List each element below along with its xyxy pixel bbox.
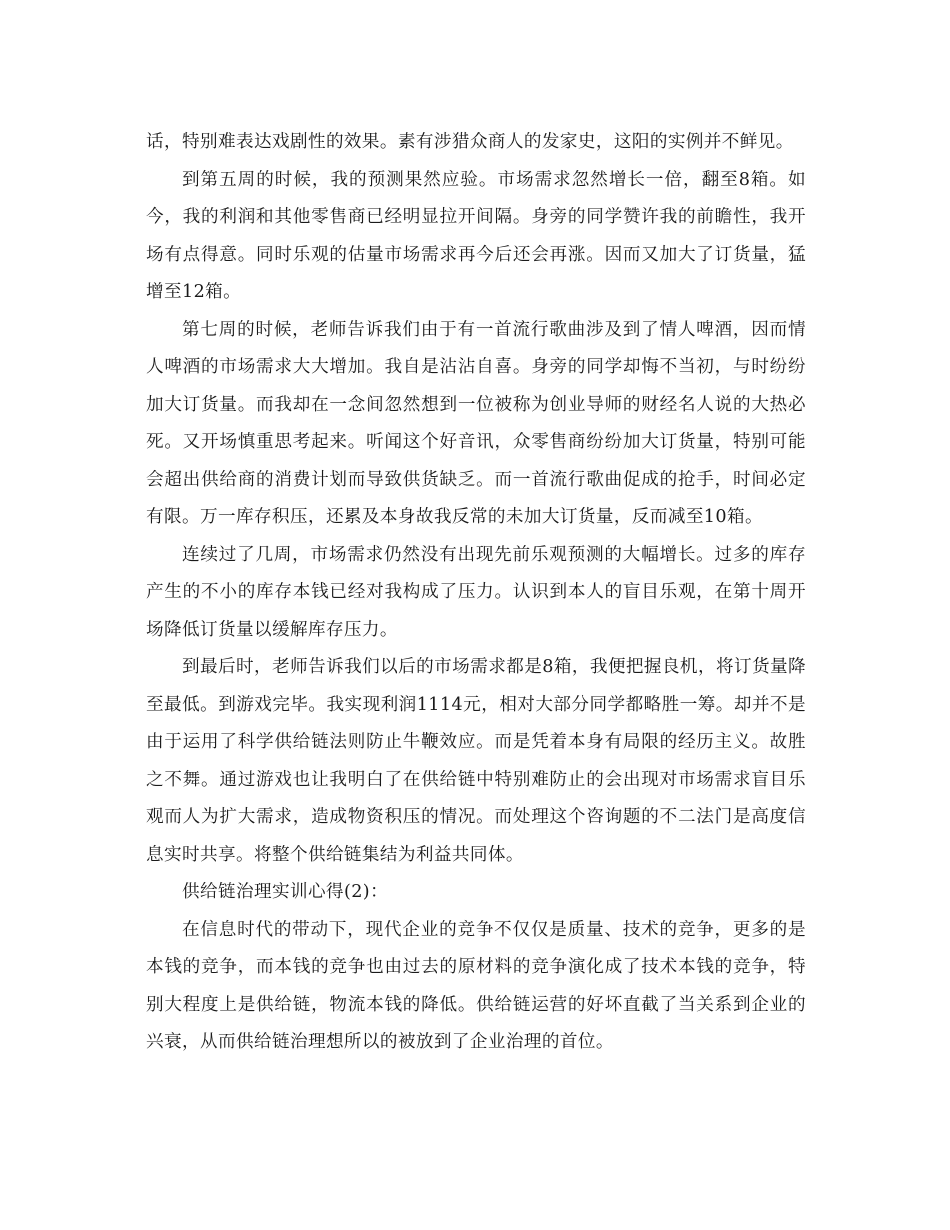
paragraph-information-age: 在信息时代的带动下，现代企业的竞争不仅仅是质量、技术的竞争，更多的是本钱的竞争，而本钱的竞争也由过去的原材料的竞争演化成了技术本钱的竞争，特别大程度上是供给链，物流本钱的降低。供给链运营的好坏直截了当关系到企业的兴衰，从而供给链治理想所以的被放到了企业治理的首位。 xyxy=(146,919,806,1052)
paragraph-week-five: 到第五周的时候，我的预测果然应验。市场需求忽然增长一倍，翻至8箱。如今，我的利润和其他零售商已经明显拉开间隔。身旁的同学赞许我的前瞻性，我开场有点得意。同时乐观的估量市场需求再今后还会再涨。因而又加大了订货量，猛增至12箱。 xyxy=(146,169,806,302)
paragraph-final-result: 到最后时，老师告诉我们以后的市场需求都是8箱，我便把握良机，将订货量降至最低。到游戏完毕。我实现利润1114元，相对大部分同学都略胜一筹。却并不是由于运用了科学供给链法则防止牛鞭效应。而是凭着本身有局限的经历主义。故胜之不舞。通过游戏也让我明白了在供给链中特别难防止的会出现对市场需求盲目乐观而人为扩大需求，造成物资积压的情况。而处理这个咨询题的不二法门是高度信息实时共享。将整个供给链集结为利益共同体。 xyxy=(146,657,806,865)
paragraph-following-weeks: 连续过了几周，市场需求仍然没有出现先前乐观预测的大幅增长。过多的库存产生的不小的库存本钱已经对我构成了压力。认识到本人的盲目乐观，在第十周开场降低订货量以缓解库存压力。 xyxy=(146,544,806,640)
document-body xyxy=(146,124,806,1062)
paragraph-continuation: 话，特别难表达戏剧性的效果。素有涉猎众商人的发家史，这阳的实例并不鲜见。 xyxy=(146,132,794,152)
paragraph-week-seven: 第七周的时候，老师告诉我们由于有一首流行歌曲涉及到了情人啤酒，因而情人啤酒的市场需求大大增加。我自是沾沾自喜。身旁的同学却悔不当初，与时纷纷加大订货量。而我却在一念间忽然想到一位被称为创业导师的财经名人说的大热必死。又开场慎重思考起来。听闻这个好音讯，众零售商纷纷加大订货量，特别可能会超出供给商的消费计划而导致供货缺乏。而一首流行歌曲促成的抢手，时间必定有限。万一库存积压，还累及本身故我反常的未加大订货量，反而减至10箱。 xyxy=(146,319,806,527)
section-heading: 供给链治理实训心得(2)： xyxy=(182,882,389,902)
